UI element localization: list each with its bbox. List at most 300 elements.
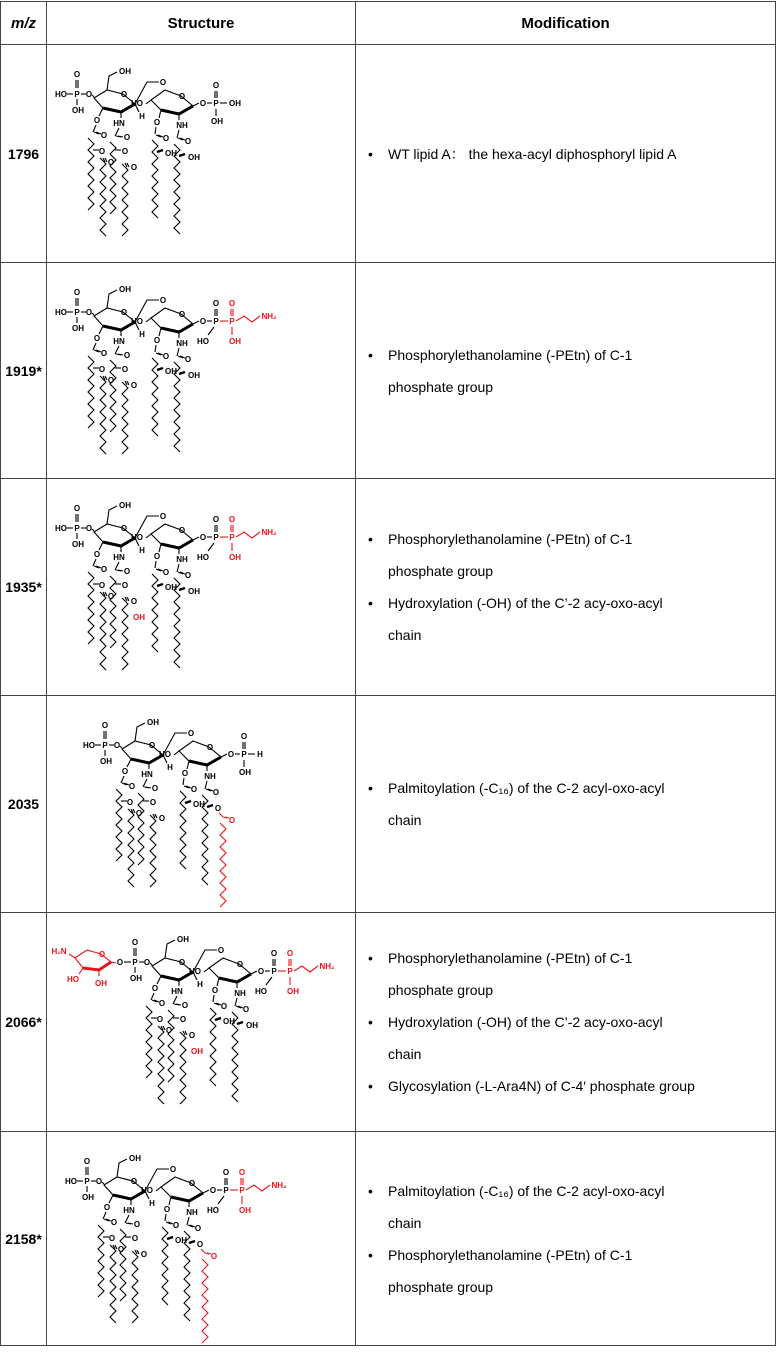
acyl-chain <box>107 360 116 432</box>
atom-label: O <box>100 348 108 358</box>
wedge-bond <box>237 1022 243 1024</box>
ethanolamine-chain <box>236 316 260 322</box>
atom-label: OH <box>211 116 223 126</box>
modification-text: • Phosphorylethanolamine (-PEtn) of C-1 <box>388 950 633 966</box>
modification-item <box>388 942 775 1006</box>
atom-label: HO <box>131 316 143 326</box>
modification-cell <box>356 479 776 696</box>
wedge-bond <box>179 154 185 156</box>
acyl-chain <box>117 1229 126 1301</box>
acyl-chain <box>122 164 128 236</box>
acyl-chain <box>202 1259 208 1343</box>
bond <box>107 290 117 308</box>
modification-text: • Glycosylation (-L-Ara4N) of C-4′ phosphate group <box>388 1078 695 1094</box>
atom-label: P <box>213 316 219 326</box>
acyl-chain <box>174 144 180 234</box>
modification-text: chain <box>388 1046 422 1062</box>
modification-list <box>356 339 775 403</box>
modification-cell <box>356 696 776 913</box>
atom-label: O <box>85 307 93 317</box>
atom-label: O <box>206 742 214 752</box>
atom-label: HO <box>55 523 67 533</box>
atom-label: NH <box>204 771 216 781</box>
acyl-chain <box>110 1245 116 1323</box>
structure-cell <box>47 45 356 263</box>
atom-label: O <box>194 1223 202 1233</box>
atom-label: O <box>131 937 139 947</box>
atom-label: NH <box>176 338 188 348</box>
lipid-a-table <box>0 1 776 1346</box>
structure-cell <box>47 696 356 913</box>
atom-label: O <box>73 287 81 297</box>
mz-value: 1919* <box>1 263 47 479</box>
acyl-chain <box>174 362 180 452</box>
atom-label: OH <box>287 986 299 996</box>
modification-text: • Hydroxylation (-OH) of the C’-2 acy-oxo-acyl <box>388 1014 663 1030</box>
bond <box>99 542 103 550</box>
atom-label: O <box>158 813 166 823</box>
ring-front-edge <box>219 974 251 982</box>
atom-label: O <box>162 567 170 577</box>
lipid-a-structure <box>55 285 277 454</box>
atom-label: O <box>116 957 124 967</box>
atom-label: O <box>257 966 265 976</box>
structure-cell <box>47 263 356 479</box>
ring-front-edge <box>161 540 193 548</box>
acyl-chain <box>122 382 128 454</box>
atom-label: O <box>100 130 108 140</box>
bond <box>165 1214 166 1221</box>
bond <box>266 977 272 985</box>
atom-label: O <box>188 1178 196 1188</box>
atom-label: O <box>178 525 186 535</box>
atom-label: O <box>93 333 101 343</box>
atom-label: OH <box>191 1046 203 1056</box>
atom-label: HN <box>141 769 153 779</box>
atom-label: O <box>238 1167 246 1177</box>
atom-label: HO <box>131 532 143 542</box>
bond <box>99 108 103 116</box>
wedge-bond <box>179 588 185 590</box>
atom-label: O <box>159 77 167 87</box>
atom-label: HO <box>65 1176 77 1186</box>
atom-label: O <box>73 69 81 79</box>
atom-label: O <box>184 354 192 364</box>
atom-label: O <box>178 309 186 319</box>
header-mz: m/z <box>1 2 47 45</box>
atom-label: H₂N <box>51 946 67 956</box>
modification-item <box>388 339 775 403</box>
atom-label: OH <box>229 552 241 562</box>
structure-drawing <box>47 1133 355 1345</box>
atom-label: OH <box>133 612 145 622</box>
table-row <box>1 45 776 263</box>
atom-label: O <box>131 1233 139 1243</box>
modification-item <box>388 1070 775 1102</box>
acyl-chain <box>100 158 106 236</box>
atom-label: H <box>139 111 145 121</box>
modification-list <box>356 942 775 1102</box>
atom-label: NH <box>176 120 188 130</box>
atom-label: O <box>135 808 143 818</box>
bond <box>111 962 116 963</box>
atom-label: P <box>213 532 219 542</box>
wedge-bond <box>157 150 163 152</box>
atom-label: O <box>100 564 108 574</box>
modification-list <box>356 523 775 651</box>
modification-item <box>388 1175 775 1239</box>
atom-label: O <box>121 766 129 776</box>
acyl-chain <box>100 376 106 454</box>
atom-label: P <box>287 966 293 976</box>
bond <box>102 1182 104 1184</box>
ring-front-edge <box>171 1193 203 1201</box>
atom-label: P <box>223 1185 229 1195</box>
atom-label: OH <box>246 1020 258 1030</box>
atom-label: O <box>199 532 207 542</box>
atom-label: HO <box>189 966 201 976</box>
atom-label: HO <box>131 98 143 108</box>
bond <box>135 723 145 741</box>
bond <box>208 543 214 551</box>
atom-label: NH <box>176 554 188 564</box>
atom-label: OH <box>239 767 251 777</box>
atom-label: O <box>101 720 109 730</box>
atom-label: O <box>103 1202 111 1212</box>
atom-label: O <box>93 115 101 125</box>
structure-drawing <box>47 264 355 478</box>
bond <box>107 72 117 90</box>
atom-label: OH <box>129 1153 141 1163</box>
atom-label: O <box>172 1220 180 1230</box>
atom-label: OH <box>119 284 131 294</box>
structure-drawing <box>47 480 355 695</box>
atom-label: O <box>187 728 195 738</box>
atom-label: P <box>132 957 138 967</box>
bond <box>115 128 119 136</box>
bond <box>235 998 237 1006</box>
atom-label: O <box>95 1176 103 1186</box>
structure-cell <box>47 1132 356 1346</box>
mz-value: 1935* <box>1 479 47 696</box>
wedge-bond <box>157 584 163 586</box>
atom-label: O <box>210 1251 218 1261</box>
modification-item <box>388 587 775 651</box>
table-row <box>1 479 776 696</box>
acyl-chain <box>135 793 144 865</box>
bond <box>208 327 214 335</box>
atom-label: HN <box>113 118 125 128</box>
atom-label: O <box>156 1014 164 1024</box>
bond <box>205 781 207 789</box>
atom-label: O <box>242 1004 250 1014</box>
lipid-a-structure <box>55 67 241 236</box>
structure-cell <box>47 479 356 696</box>
bond <box>109 1195 113 1203</box>
wedge-bond <box>167 1237 173 1239</box>
modification-list <box>356 1175 775 1303</box>
atom-label: O <box>188 1030 196 1040</box>
bond <box>173 996 177 1004</box>
atom-label: HN <box>123 1205 135 1215</box>
atom-label: O <box>121 364 129 374</box>
atom-label: O <box>212 298 220 308</box>
atom-label: OH <box>72 323 84 333</box>
bond <box>193 103 199 106</box>
modification-text: • Phosphorylethanolamine (-PEtn) of C-1 <box>388 531 633 547</box>
bond <box>183 778 184 785</box>
atom-label: OH <box>239 1205 251 1215</box>
table-body <box>1 45 776 1346</box>
modification-text: • Palmitoylation (-C₁₆) of the C-2 acyl-oxo-acyl <box>388 1182 665 1199</box>
atom-label: O <box>98 949 106 959</box>
atom-label: OH <box>165 366 177 376</box>
bond <box>201 1249 205 1253</box>
acyl-chain <box>184 1231 190 1321</box>
atom-label: OH <box>229 336 241 346</box>
atom-label: O <box>93 549 101 559</box>
atom-label: O <box>212 80 220 90</box>
bond <box>159 328 161 336</box>
atom-label: OH <box>193 799 205 809</box>
atom-label: O <box>153 335 161 345</box>
atom-label: OH <box>188 586 200 596</box>
bond <box>177 564 179 572</box>
lipid-a-structure <box>83 718 263 907</box>
atom-label: O <box>214 803 222 813</box>
atom-label: HO <box>83 740 95 750</box>
modification-text: phosphate group <box>388 378 494 395</box>
bond <box>92 95 94 97</box>
atom-label: O <box>126 797 134 807</box>
atom-label: P <box>102 740 108 750</box>
atom-label: O <box>107 157 115 167</box>
lipid-a-structure <box>51 935 335 1104</box>
atom-label: HN <box>113 552 125 562</box>
ring-front-edge <box>161 324 193 332</box>
bond <box>93 125 96 132</box>
bond <box>127 759 131 767</box>
ring-front-edge <box>189 757 221 765</box>
header-modification: Modification <box>356 2 776 45</box>
bond <box>159 110 161 118</box>
atom-label: O <box>120 307 128 317</box>
wedge-bond <box>185 801 191 803</box>
atom-label: OH <box>165 582 177 592</box>
atom-label: O <box>162 133 170 143</box>
modification-cell <box>356 263 776 479</box>
atom-label: O <box>211 985 219 995</box>
atom-label: O <box>228 815 236 825</box>
structure-cell <box>47 913 356 1132</box>
acyl-chain <box>165 1010 174 1082</box>
atom-label: O <box>128 781 136 791</box>
atom-label: OH <box>147 717 159 727</box>
bond <box>117 1159 127 1177</box>
acyl-chain <box>132 1251 138 1323</box>
acyl-chain <box>232 1012 238 1102</box>
modification-text: chain <box>388 627 422 643</box>
atom-label: O <box>151 783 159 793</box>
modification-cell <box>356 1132 776 1346</box>
acyl-chain <box>98 1225 104 1297</box>
acyl-chain <box>88 138 94 210</box>
atom-label: O <box>130 380 138 390</box>
atom-label: P <box>74 89 80 99</box>
bond <box>187 1217 189 1225</box>
ethanolamine-chain <box>246 1185 270 1191</box>
atom-label: OH <box>119 500 131 510</box>
modification-text: phosphate group <box>388 1278 494 1295</box>
atom-label: O <box>286 948 294 958</box>
atom-label: OH <box>130 973 142 983</box>
atom-label: O <box>217 945 225 955</box>
acyl-chain <box>116 789 122 861</box>
header-structure: Structure <box>47 2 356 45</box>
acyl-chain <box>107 576 116 648</box>
atom-label: O <box>153 117 161 127</box>
atom-label: O <box>178 91 186 101</box>
table-row <box>1 913 776 1132</box>
atom-label: O <box>83 1156 91 1166</box>
acyl-chain <box>122 598 128 670</box>
mz-value: 2035 <box>1 696 47 913</box>
bond <box>251 971 257 974</box>
bond <box>92 529 94 531</box>
atom-label: O <box>151 983 159 993</box>
bond <box>150 963 152 965</box>
bond <box>174 751 179 755</box>
atom-label: O <box>110 1217 118 1227</box>
atom-label: O <box>149 797 157 807</box>
atom-label: OH <box>82 1192 94 1202</box>
atom-label: HO <box>159 749 171 759</box>
modification-text: chain <box>388 812 422 828</box>
mz-value: 1796 <box>1 45 47 263</box>
bond <box>193 537 199 540</box>
bond <box>219 813 223 817</box>
atom-label: OH <box>72 539 84 549</box>
atom-label: O <box>163 1204 171 1214</box>
wedge-bond <box>157 368 163 370</box>
bond <box>169 1197 171 1205</box>
atom-label: O <box>179 1014 187 1024</box>
atom-label: H <box>149 1198 155 1208</box>
bond <box>218 1196 224 1204</box>
atom-label: O <box>143 957 151 967</box>
atom-label: OH <box>95 978 107 988</box>
wedge-bond <box>189 1241 195 1243</box>
acyl-chain <box>100 592 106 670</box>
atom-label: OH <box>177 934 189 944</box>
modification-text: phosphate group <box>388 563 494 579</box>
atom-label: O <box>140 1249 148 1259</box>
ring-front-edge <box>161 106 193 114</box>
atom-label: O <box>159 295 167 305</box>
atom-label: O <box>130 596 138 606</box>
acyl-chain <box>150 815 156 887</box>
bond <box>217 978 219 986</box>
atom-label: O <box>181 768 189 778</box>
bond <box>93 559 96 566</box>
table-row <box>1 1132 776 1346</box>
atom-label: P <box>229 316 235 326</box>
atom-label: H <box>197 979 203 989</box>
bond <box>79 968 83 974</box>
acyl-chain <box>128 809 134 887</box>
atom-label: O <box>73 503 81 513</box>
bond <box>204 968 209 972</box>
modification-cell <box>356 45 776 263</box>
atom-label: O <box>181 1000 189 1010</box>
modification-text: • Hydroxylation (-OH) of the C’-2 acy-oxo-acyl <box>388 595 663 611</box>
structure-drawing <box>47 46 355 262</box>
atom-label: O <box>98 364 106 374</box>
bond <box>99 326 103 334</box>
acyl-chain <box>88 572 94 644</box>
atom-label: P <box>84 1176 90 1186</box>
atom-label: HN <box>113 336 125 346</box>
mz-value: 2066* <box>1 913 47 1132</box>
acyl-chain <box>107 142 116 214</box>
atom-label: O <box>165 1025 173 1035</box>
modification-text: • Palmitoylation (-C₁₆) of the C-2 acyl-oxo-acyl <box>388 780 665 796</box>
atom-label: O <box>228 298 236 308</box>
atom-label: O <box>220 1001 228 1011</box>
atom-label: NH <box>186 1207 198 1217</box>
ring-front-edge <box>83 962 111 970</box>
atom-label: O <box>212 787 220 797</box>
bond <box>120 746 122 748</box>
atom-label: O <box>153 551 161 561</box>
modification-list <box>356 772 775 836</box>
atom-label: OH <box>165 148 177 158</box>
atom-label: O <box>209 1185 217 1195</box>
atom-label: O <box>199 316 207 326</box>
bond <box>155 345 156 352</box>
atom-label: NH₂ <box>261 527 277 537</box>
modification-text: • WT lipid A： the hexa-acyl diphosphoryl lipid A <box>388 145 677 162</box>
bond <box>187 761 189 769</box>
bond <box>177 348 179 356</box>
bond <box>165 940 175 958</box>
atom-label: O <box>123 132 131 142</box>
atom-label: OH <box>175 1235 187 1245</box>
atom-label: O <box>98 146 106 156</box>
atom-label: O <box>121 580 129 590</box>
bond <box>115 562 119 570</box>
atom-label: O <box>85 523 93 533</box>
atom-label: O <box>123 350 131 360</box>
bond <box>155 561 156 568</box>
atom-label: OH <box>72 105 84 115</box>
atom-label: O <box>169 1164 177 1174</box>
modification-item <box>388 523 775 587</box>
atom-label: O <box>199 98 207 108</box>
atom-label: O <box>113 740 121 750</box>
atom-label: O <box>120 523 128 533</box>
bond <box>177 130 179 138</box>
atom-label: OH <box>119 66 131 76</box>
wedge-bond <box>179 372 185 374</box>
atom-label: HO <box>197 336 209 346</box>
atom-label: O <box>227 749 235 759</box>
atom-label: NH₂ <box>261 311 277 321</box>
atom-label: O <box>121 146 129 156</box>
ethanolamine-chain <box>236 532 260 538</box>
bond <box>221 754 227 757</box>
wedge-bond <box>207 805 213 807</box>
